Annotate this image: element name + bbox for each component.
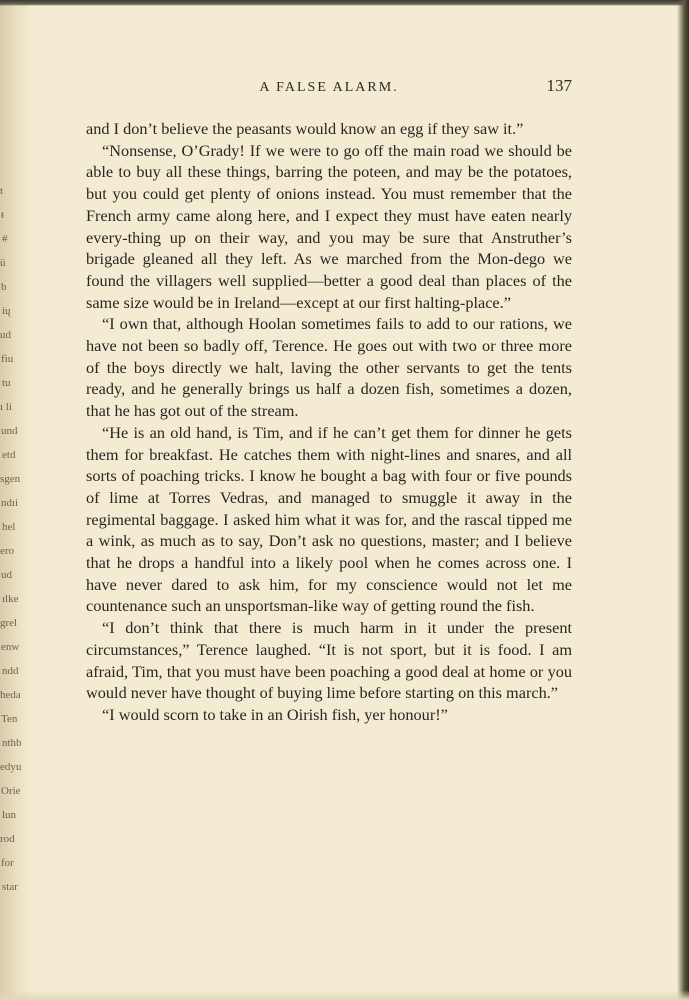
gutter-fragment: ero [0, 545, 15, 557]
paragraph: “I don’t think that there is much harm in it under the present circumstances,” Terence laughed. “It is not sport, but it is food. I am afraid, Tim, that you must have been poaching a good deal at home or you would never have thought of buying lime before starting on this march.” [86, 618, 572, 703]
gutter-fragment: lun [2, 809, 17, 821]
book-page [86, 76, 572, 726]
page-header [86, 76, 572, 100]
gutter-fragment: ŧ [1, 209, 5, 221]
gutter-fragment: edyu [0, 761, 22, 773]
page-bottom-edge [0, 990, 689, 1000]
paragraph: “I would scorn to take in an Oirish fish, yer honour!” [102, 704, 448, 724]
gutter-fragment: b [1, 281, 7, 293]
gutter-fragment: etd [2, 449, 16, 461]
gutter-fragment: ud [0, 329, 11, 341]
gutter-fragment: ndıi [1, 497, 19, 509]
gutter-fragment: for [1, 857, 14, 869]
body-text [86, 118, 572, 726]
gutter-fragment: ılke [2, 593, 19, 605]
gutter-fragment: grel [0, 617, 18, 629]
gutter-fragment: t [0, 185, 4, 197]
running-head: A FALSE ALARM. [259, 80, 399, 95]
gutter-fragment: ud [1, 569, 12, 581]
gutter-fragment: sgen [0, 473, 21, 485]
paragraph: “He is an old hand, is Tim, and if he can’t get them for dinner he gets them for breakfast. He catches them with night-lines and snares, and all sorts of poaching tricks. I know he bought a bag with four or five pounds of lime at Torres Vedras, and managed to smuggle it away in the regimental baggage. I asked him what it was for, and the rascal tipped me a wink, as much as to say, Don’t ask no questions, master; and I believe that he drops a handful into a likely pool when he comes across one. I have never dared to ask him, for my conscience would not let me countenance such an unsportsman-like way of getting round the fish. [86, 422, 572, 616]
binding-gutter [0, 0, 30, 1000]
gutter-fragment: Ten [1, 713, 18, 725]
paragraph: and I don’t believe the peasants would know an egg if they saw it.” [86, 119, 524, 138]
page-number: 137 [546, 76, 572, 95]
gutter-fragment: ndd [2, 665, 19, 677]
gutter-fragment: hel [2, 521, 16, 533]
gutter-fragment: Orie [1, 785, 21, 797]
gutter-fragment: ı li [0, 401, 12, 413]
gutter-fragment: # [2, 233, 8, 245]
gutter-fragment: rod [0, 833, 15, 845]
gutter-fragment: ių [2, 305, 11, 317]
gutter-fragment: fiu [1, 353, 14, 365]
gutter-fragment: enw [1, 641, 20, 653]
paragraph: “Nonsense, O’Grady! If we were to go off the main road we should be able to buy all these things, barring the poteen, and may be the potatoes, but you could get plenty of onions instead. You must remember that the French army came along here, and I expect they must have eaten nearly every-thing up on their way, and you may be sure that Anstruther’s brigade gleaned all they left. As we marched from the Mon-dego we found the villagers well supplied—better a good deal than places of the same size would be in Ireland—except at our first halting-place.” [86, 140, 572, 312]
gutter-fragment: und [1, 425, 18, 437]
paragraph: “I own that, although Hoolan sometimes fails to add to our rations, we have not been so badly off, Terence. He goes out with two or three more of the boys directly we halt, laving the other servants to get the tents ready, and he generally brings us half a dozen fish, sometimes a dozen, that he has got out of the stream. [86, 314, 572, 421]
page-top-edge [0, 0, 689, 6]
gutter-fragment: heda [0, 689, 21, 701]
gutter-fragment: ü [0, 257, 6, 269]
gutter-fragment: nthb [2, 737, 22, 749]
book-binding-edge [677, 0, 689, 1000]
gutter-fragment: tu [2, 377, 11, 389]
gutter-fragment: star [2, 881, 18, 893]
